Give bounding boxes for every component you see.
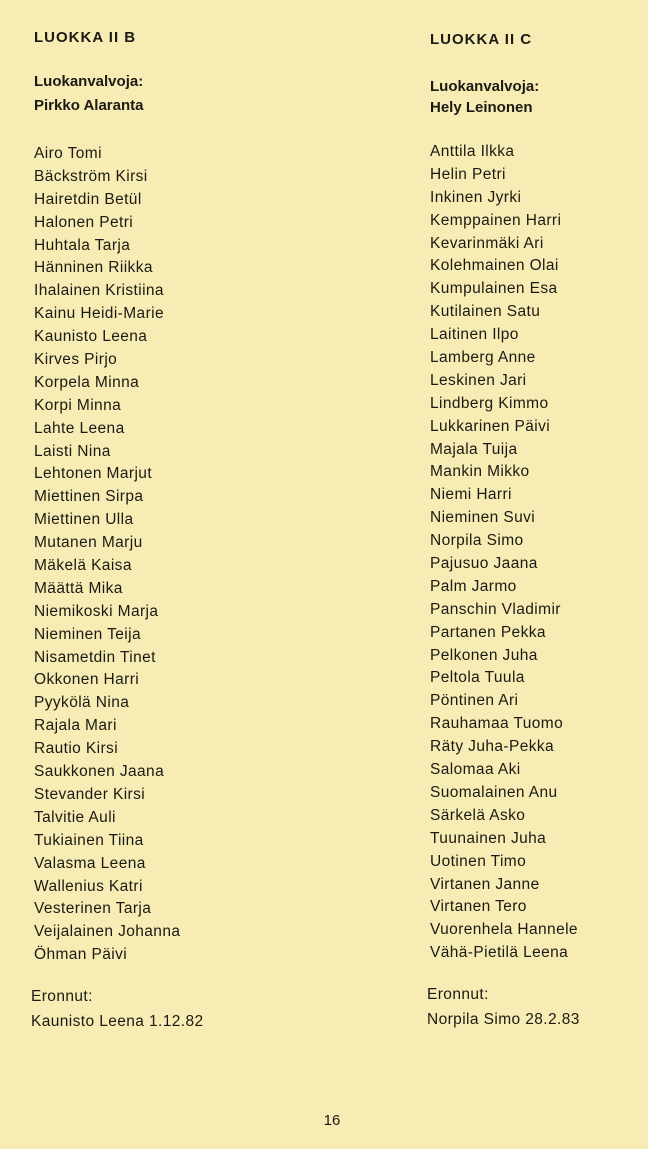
student-name: Kemppainen Harri — [430, 211, 562, 229]
student-name: Mäkelä Kaisa — [34, 557, 132, 575]
student-name: Virtanen Janne — [430, 875, 540, 893]
student-name: Laitinen Ilpo — [430, 326, 519, 344]
student-name: Niemikoski Marja — [34, 602, 159, 620]
student-name: Virtanen Tero — [430, 898, 527, 916]
student-name: Bäckström Kirsi — [34, 167, 148, 185]
class-teacher-name: Hely Leinonen — [430, 99, 533, 116]
student-name: Miettinen Ulla — [34, 511, 134, 529]
student-name: Partanen Pekka — [430, 623, 546, 641]
student-name: Lahte Leena — [34, 419, 125, 437]
student-name: Rautio Kirsi — [34, 740, 119, 758]
student-name: Määttä Mika — [34, 579, 123, 597]
student-name: Tukiainen Tiina — [34, 831, 144, 849]
student-name: Norpila Simo — [430, 532, 524, 550]
student-name: Pelkonen Juha — [430, 646, 538, 664]
student-name: Vähä-Pietilä Leena — [430, 944, 569, 962]
class-title: LUOKKA II C — [430, 31, 533, 48]
student-name: Leskinen Jari — [430, 371, 527, 389]
student-name: Anttila Ilkka — [430, 143, 515, 160]
student-name: Korpi Minna — [34, 396, 122, 414]
student-name: Palm Jarmo — [430, 577, 517, 595]
student-name: Hänninen Riikka — [34, 259, 153, 277]
student-name: Nisametdin Tinet — [34, 648, 156, 666]
student-name: Särkelä Asko — [430, 806, 526, 824]
class-teacher-label: Luokanvalvoja: — [34, 73, 144, 90]
student-name: Korpela Minna — [34, 373, 140, 391]
student-name: Ihalainen Kristiina — [34, 282, 164, 300]
student-name: Mutanen Marju — [34, 534, 143, 552]
class-teacher-name: Pirkko Alaranta — [34, 97, 144, 114]
student-name: Hairetdin Betül — [34, 190, 142, 208]
student-name: Öhman Päivi — [34, 946, 128, 964]
student-name: Kaunisto Leena — [34, 328, 148, 346]
student-name: Vesterinen Tarja — [34, 900, 152, 918]
student-name: Valasma Leena — [34, 854, 146, 872]
student-name: Halonen Petri — [34, 213, 134, 231]
removed-label: Eronnut: — [427, 986, 489, 1003]
student-name: Suomalainen Anu — [430, 783, 558, 801]
student-name: Pöntinen Ari — [430, 692, 519, 710]
student-name: Wallenius Katri — [34, 877, 143, 895]
student-name: Niemi Harri — [430, 486, 512, 504]
removed-label: Eronnut: — [31, 988, 93, 1005]
student-name: Lindberg Kimmo — [430, 394, 549, 412]
student-name: Kainu Heidi-Marie — [34, 305, 164, 323]
student-name: Veijalainen Johanna — [34, 923, 181, 941]
page-number: 16 — [323, 1112, 341, 1129]
student-name: Airo Tomi — [34, 145, 102, 162]
student-name: Saukkonen Jaana — [34, 763, 165, 781]
student-list — [430, 141, 578, 965]
student-name: Lamberg Anne — [430, 349, 536, 367]
student-name: Huhtala Tarja — [34, 236, 131, 254]
removed-student: Kaunisto Leena 1.12.82 — [31, 1013, 204, 1030]
student-name: Kevarinmäki Ari — [430, 234, 544, 252]
student-name: Panschin Vladimir — [430, 600, 561, 618]
student-name: Talvitie Auli — [34, 808, 116, 826]
student-name: Uotinen Timo — [430, 852, 527, 870]
student-name: Majala Tuija — [430, 440, 518, 458]
student-name: Lehtonen Marjut — [34, 465, 153, 483]
student-name: Rauhamaa Tuomo — [430, 715, 564, 733]
student-name: Rajala Mari — [34, 717, 117, 735]
student-name: Helin Petri — [430, 165, 506, 183]
student-name: Vuorenhela Hannele — [430, 921, 578, 939]
student-name: Lukkarinen Päivi — [430, 417, 551, 435]
removed-student: Norpila Simo 28.2.83 — [427, 1011, 580, 1028]
student-name: Miettinen Sirpa — [34, 488, 144, 506]
student-name: Kumpulainen Esa — [430, 280, 558, 298]
student-name: Laisti Nina — [34, 442, 111, 460]
student-name: Inkinen Jyrki — [430, 188, 522, 206]
student-name: Pajusuo Jaana — [430, 555, 538, 573]
student-name: Räty Juha-Pekka — [430, 738, 555, 756]
student-name: Salomaa Aki — [430, 761, 521, 779]
student-name: Okkonen Harri — [34, 671, 140, 689]
student-name: Kutilainen Satu — [430, 303, 541, 321]
student-name: Mankin Mikko — [430, 463, 530, 481]
student-name: Kirves Pirjo — [34, 351, 118, 369]
student-list — [34, 143, 180, 967]
student-name: Peltola Tuula — [430, 669, 525, 687]
student-name: Nieminen Teija — [34, 625, 141, 643]
student-name: Nieminen Suvi — [430, 509, 536, 527]
student-name: Tuunainen Juha — [430, 829, 547, 847]
student-name: Pyykölä Nina — [34, 694, 130, 712]
class-title: LUOKKA II B — [34, 29, 137, 46]
student-name: Stevander Kirsi — [34, 785, 146, 803]
class-teacher-label: Luokanvalvoja: — [430, 78, 540, 95]
student-name: Kolehmainen Olai — [430, 257, 559, 275]
